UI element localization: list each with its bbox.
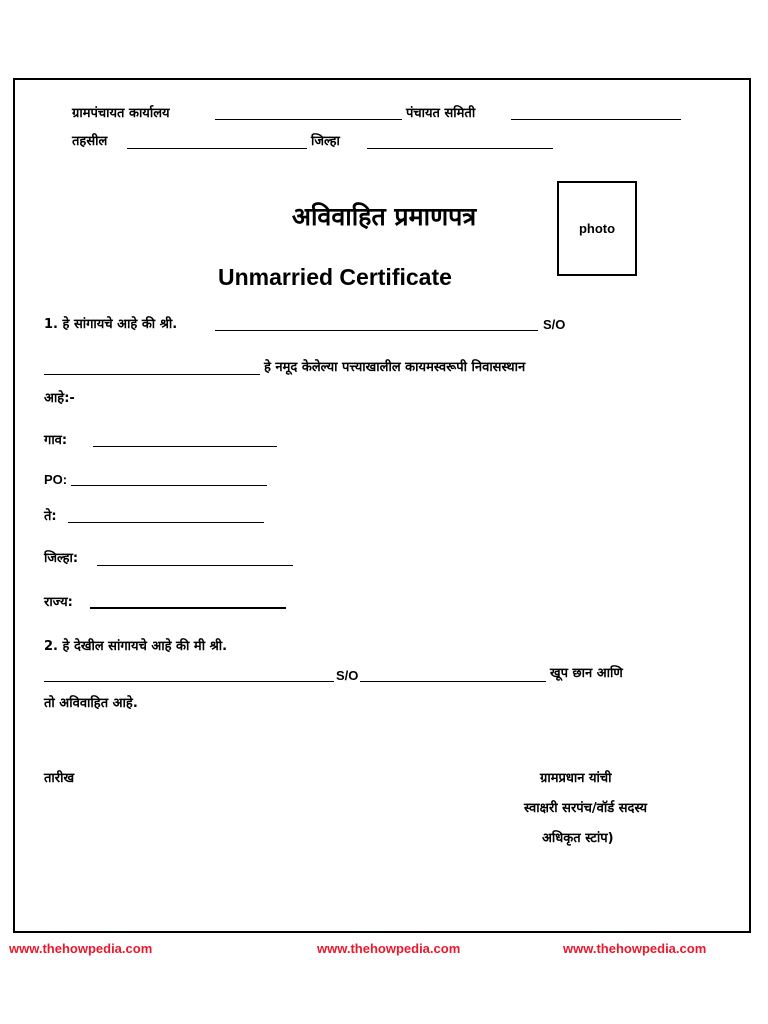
name-blank-1[interactable] xyxy=(215,330,538,331)
signature-line1: ग्रामप्रधान यांची xyxy=(540,771,612,786)
signature-line2: स्वाक्षरी सरपंच/वॉर्ड सदस्य xyxy=(524,801,648,816)
section2-line2-end: खूप छान आणि xyxy=(550,666,623,681)
title-english: Unmarried Certificate xyxy=(218,264,452,290)
section1-line2: हे नमूद केलेल्या पत्त्याखालील कायमस्वरूपी निवासस्थान xyxy=(264,360,526,375)
footer-link-left[interactable]: www.thehowpedia.com xyxy=(9,941,153,956)
father-name-blank-1[interactable] xyxy=(44,374,260,375)
village-blank[interactable] xyxy=(93,446,277,447)
te-blank[interactable] xyxy=(68,522,264,523)
state-label: राज्य: xyxy=(44,595,73,610)
panchayat-samiti-blank[interactable] xyxy=(511,119,681,120)
photo-label: photo xyxy=(578,221,616,236)
tehsil-label: तहसील xyxy=(72,134,108,149)
father-name-blank-2[interactable] xyxy=(360,681,546,682)
gram-panchayat-label: ग्रामपंचायत कार्यालय xyxy=(72,106,170,121)
village-label: गाव: xyxy=(44,433,68,448)
section2-line3: तो अविवाहित आहे. xyxy=(44,696,138,711)
district-label-header: जिल्हा xyxy=(311,134,340,149)
section1-line3: आहे:- xyxy=(44,391,75,406)
po-label: PO: xyxy=(44,472,68,487)
date-label: तारीख xyxy=(44,771,75,786)
so-label-1: S/O xyxy=(543,317,566,332)
footer-link-center[interactable]: www.thehowpedia.com xyxy=(317,941,461,956)
so-label-2: S/O xyxy=(336,668,359,683)
panchayat-samiti-label: पंचायत समिती xyxy=(406,106,476,121)
district-blank-header[interactable] xyxy=(367,148,553,149)
gram-panchayat-blank[interactable] xyxy=(215,119,402,120)
district-blank[interactable] xyxy=(97,565,293,566)
photo-box xyxy=(557,181,637,276)
signature-line3: अधिकृत स्टांप) xyxy=(542,831,614,846)
state-blank[interactable] xyxy=(90,607,286,609)
tehsil-blank[interactable] xyxy=(127,148,307,149)
district-label: जिल्हा: xyxy=(44,551,79,566)
section1-line1: 1. हे सांगायचे आहे की श्री. xyxy=(44,317,178,332)
footer-link-right[interactable]: www.thehowpedia.com xyxy=(563,941,707,956)
section2-line1: 2. हे देखील सांगायचे आहे की मी श्री. xyxy=(44,639,228,654)
te-label: ते: xyxy=(44,509,57,524)
po-blank[interactable] xyxy=(71,485,267,486)
name-blank-2[interactable] xyxy=(44,681,334,682)
title-marathi: अविवाहित प्रमाणपत्र xyxy=(291,202,477,231)
